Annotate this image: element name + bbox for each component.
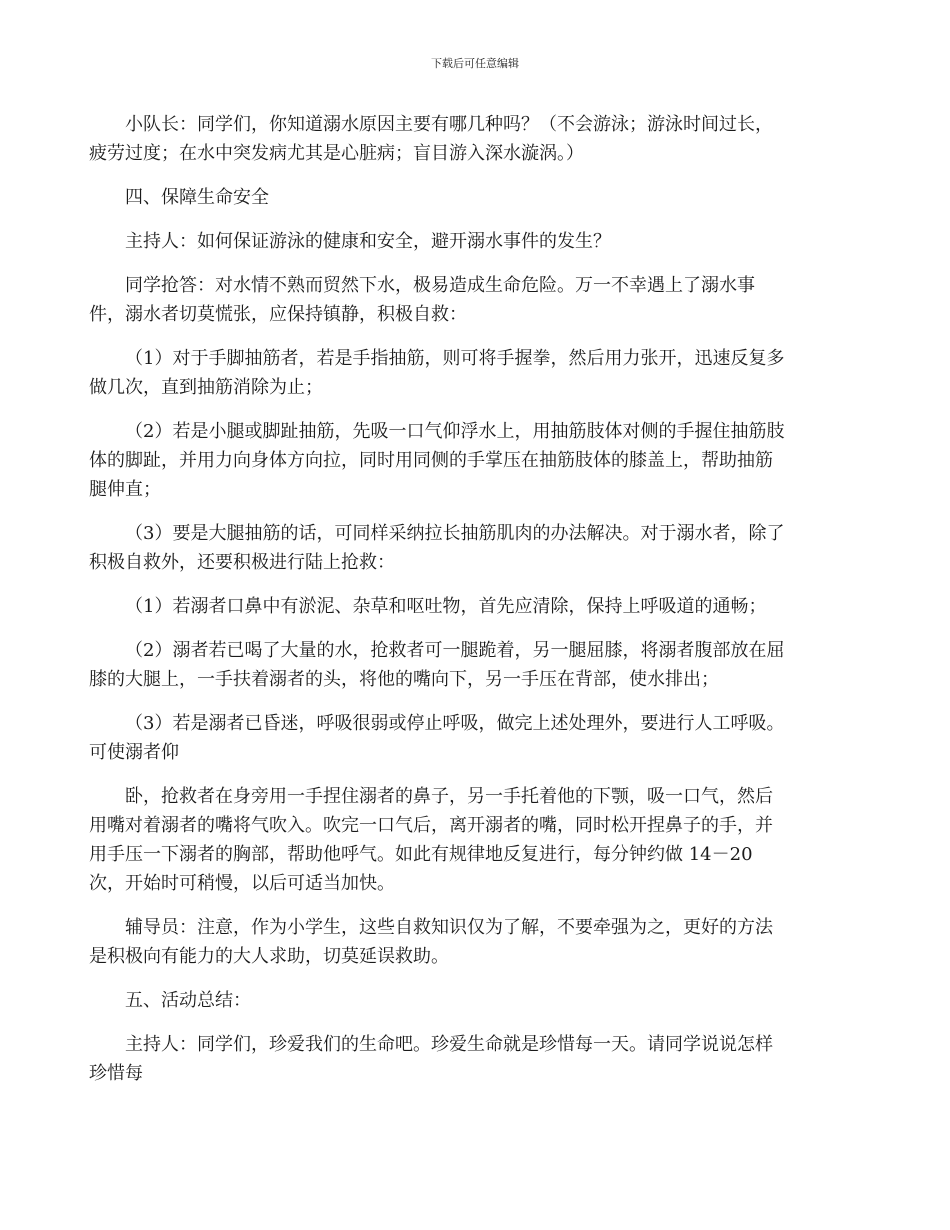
paragraph-rescue-3-artificial-respiration: （3）若是溺者已昏迷，呼吸很弱或停止呼吸，做完上述处理外，要进行人工呼吸。 可使溺者仰	[89, 713, 785, 763]
section-heading-safety: 四、保障生命安全	[125, 187, 269, 208]
paragraph-drowning-causes: 小队长：同学们，你知道溺水原因主要有哪几种吗？（不会游泳；游泳时间过长， 疲劳过度；在水中突发病尤其是心脏病；盲目游入深水漩涡。）	[89, 114, 773, 164]
paragraph-host-summary: 主持人：同学们，珍爱我们的生命吧。珍爱生命就是珍惜每一天。请同学说说怎样 珍惜每	[89, 1034, 773, 1084]
paragraph-student-answer: 同学抢答：对水情不熟而贸然下水，极易造成生命危险。万一不幸遇上了溺水事 件，溺水者切莫慌张，应保持镇静，积极自救：	[89, 275, 755, 325]
paragraph-respiration-method: 卧，抢救者在身旁用一手捏住溺者的鼻子，另一手托着他的下颚，吸一口气，然后 用嘴对着溺者的嘴将气吹入。吹完一口气后，离开溺者的嘴，同时松开捏鼻子的手，并 用手压一下溺者的胸部，帮助他呼气。如此有规律地反复进行，每分钟约做 14－20 次，开始时可稍慢，以后可适当加快。	[89, 786, 773, 894]
paragraph-rescue-1-clear-airway: （1）若溺者口鼻中有淤泥、杂草和呕吐物，首先应清除，保持上呼吸道的通畅；	[125, 596, 767, 617]
page-header: 下载后可任意编辑	[431, 57, 519, 70]
paragraph-host-question: 主持人：如何保证游泳的健康和安全，避开溺水事件的发生？	[125, 231, 611, 252]
paragraph-counselor-note: 辅导员：注意，作为小学生，这些自救知识仅为了解，不要牵强为之，更好的方法 是积极向有能力的大人求助，切莫延误救助。	[89, 917, 773, 967]
paragraph-rescue-2-drain-water: （2）溺者若已喝了大量的水，抢救者可一腿跪着，另一腿屈膝，将溺者腹部放在屈 膝的大腿上，一手扶着溺者的头，将他的嘴向下，另一手压在背部，使水排出；	[89, 640, 785, 690]
document-body	[89, 110, 861, 1103]
paragraph-step-3-thigh-cramp: （3）要是大腿抽筋的话，可同样采纳拉长抽筋肌肉的办法解决。对于溺水者，除了 积极自救外，还要积极进行陆上抢救：	[89, 523, 785, 573]
paragraph-step-2-calf-cramp: （2）若是小腿或脚趾抽筋，先吸一口气仰浮水上，用抽筋肢体对侧的手握住抽筋肢 体的脚趾，并用力向身体方向拉，同时用同侧的手掌压在抽筋肢体的膝盖上，帮助抽筋 腿伸直；	[89, 421, 785, 500]
paragraph-step-1-finger-cramp: （1）对于手脚抽筋者，若是手指抽筋，则可将手握拳，然后用力张开，迅速反复多 做几次，直到抽筋消除为止；	[89, 348, 785, 398]
section-heading-summary: 五、活动总结：	[125, 990, 251, 1011]
